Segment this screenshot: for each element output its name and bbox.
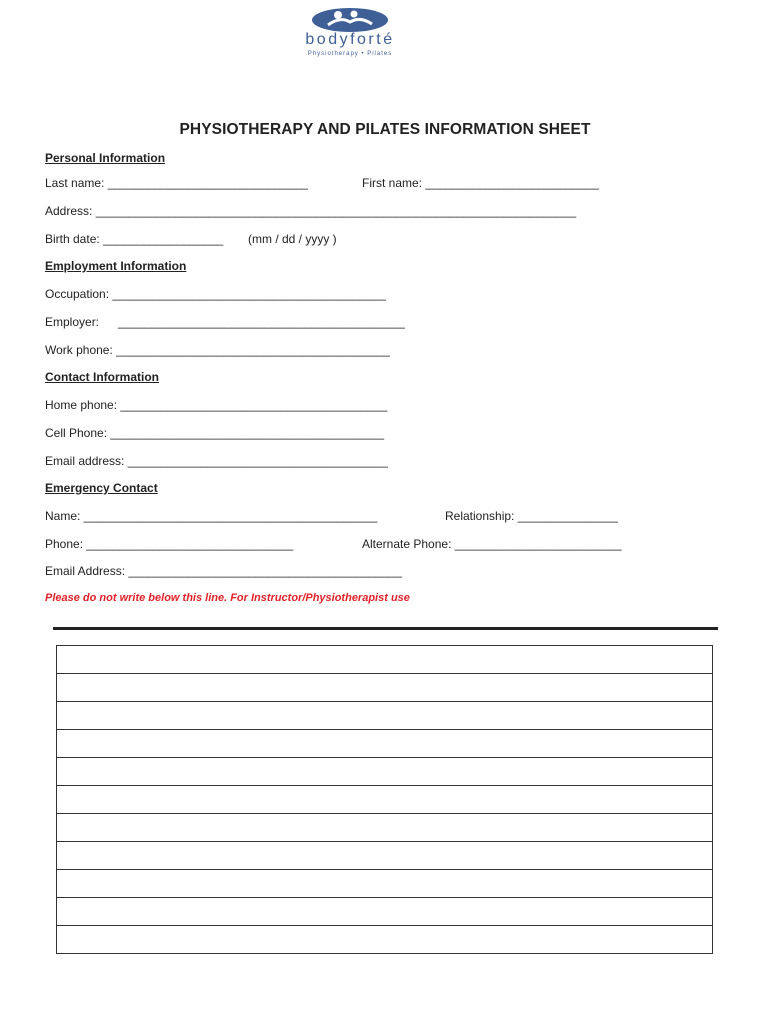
- cell-phone-field[interactable]: Cell Phone: _________________________________________: [45, 426, 384, 440]
- office-use-note: Please do not write below this line. For Instructor/Physiotherapist use: [45, 592, 410, 604]
- table-cell[interactable]: [57, 926, 713, 954]
- table-row: [57, 898, 713, 926]
- section-heading-emergency: Emergency Contact: [45, 481, 158, 495]
- emergency-relationship-field[interactable]: Relationship: _______________: [445, 509, 618, 523]
- table-row: [57, 758, 713, 786]
- table-cell[interactable]: [57, 646, 713, 674]
- table-cell[interactable]: [57, 898, 713, 926]
- table-cell[interactable]: [57, 786, 713, 814]
- table-cell[interactable]: [57, 730, 713, 758]
- table-row: [57, 870, 713, 898]
- logo-tagline: Physiotherapy • Pilates: [307, 51, 393, 57]
- table-cell[interactable]: [57, 702, 713, 730]
- address-field[interactable]: Address: ________________________________________________________________________: [45, 204, 577, 218]
- email-address-field[interactable]: Email address: _______________________________________: [45, 454, 388, 468]
- emergency-name-field[interactable]: Name: ____________________________________________: [45, 509, 378, 523]
- logo-brand-text: bodyforté: [305, 31, 395, 48]
- work-phone-field[interactable]: Work phone: _________________________________________: [45, 343, 390, 357]
- table-row: [57, 646, 713, 674]
- last-name-field[interactable]: Last name: ______________________________: [45, 176, 308, 190]
- table-row: [57, 842, 713, 870]
- occupation-field[interactable]: Occupation: _________________________________________: [45, 287, 386, 301]
- table-row: [57, 702, 713, 730]
- table-cell[interactable]: [57, 870, 713, 898]
- office-use-table: [56, 645, 713, 954]
- employer-label: Employer:: [45, 315, 100, 329]
- page-title: PHYSIOTHERAPY AND PILATES INFORMATION SHEET: [179, 121, 591, 138]
- first-name-field[interactable]: First name: __________________________: [362, 176, 599, 190]
- emergency-email-field[interactable]: Email Address: _________________________________________: [45, 564, 402, 578]
- birth-date-field[interactable]: Birth date: __________________: [45, 232, 224, 246]
- table-row: [57, 674, 713, 702]
- home-phone-field[interactable]: Home phone: ________________________________________: [45, 398, 388, 412]
- table-row: [57, 926, 713, 954]
- section-heading-personal: Personal Information: [45, 151, 166, 165]
- table-cell[interactable]: [57, 842, 713, 870]
- table-cell[interactable]: [57, 674, 713, 702]
- bodyforte-logo: [262, 6, 438, 58]
- table-row: [57, 786, 713, 814]
- table-row: [57, 730, 713, 758]
- section-heading-employment: Employment Information: [45, 259, 187, 273]
- table-cell[interactable]: [57, 758, 713, 786]
- table-cell[interactable]: [57, 814, 713, 842]
- employer-field[interactable]: ___________________________________________: [118, 315, 405, 329]
- birth-date-format-hint: (mm / dd / yyyy ): [248, 232, 337, 246]
- divider-line: [53, 627, 718, 630]
- emergency-alternate-phone-field[interactable]: Alternate Phone: _________________________: [362, 537, 622, 551]
- emergency-phone-field[interactable]: Phone: _______________________________: [45, 537, 294, 551]
- table-row: [57, 814, 713, 842]
- section-heading-contact: Contact Information: [45, 370, 159, 384]
